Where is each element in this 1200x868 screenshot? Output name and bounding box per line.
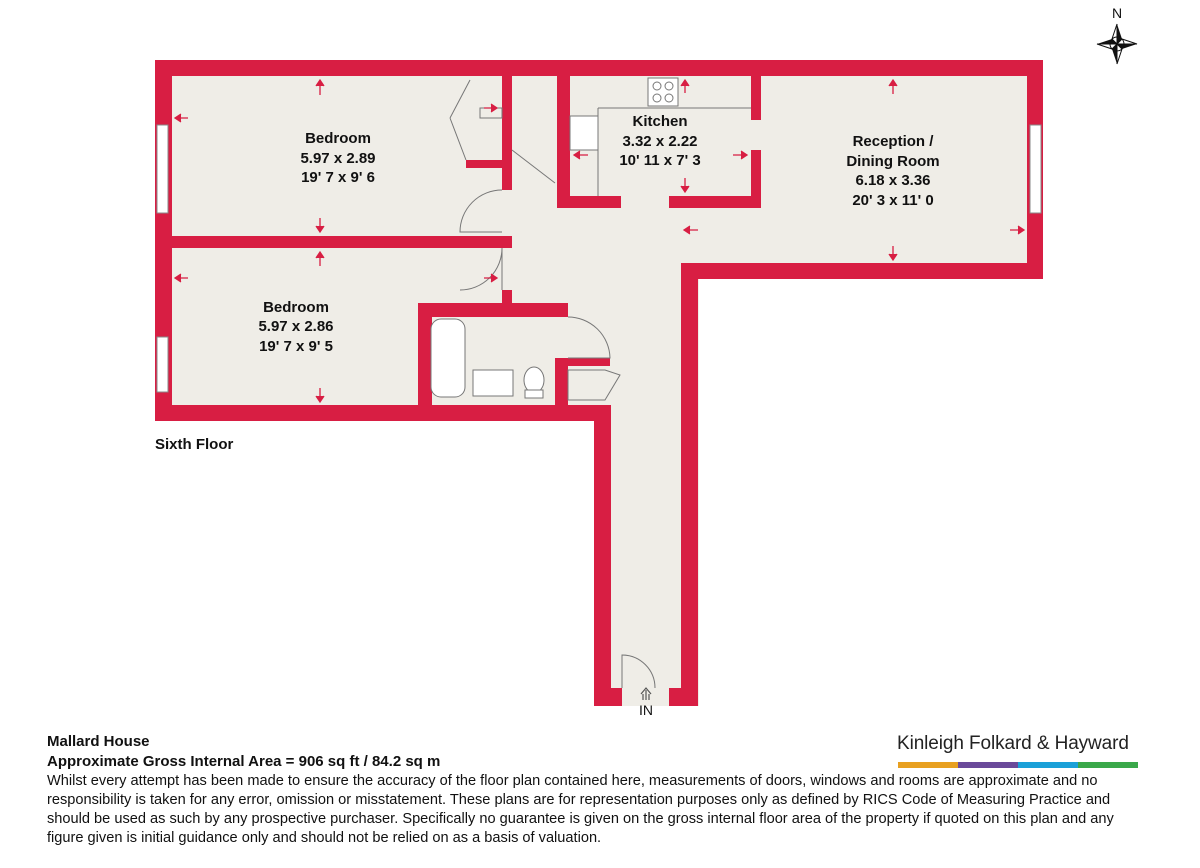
room-name: Bedroom [305,130,371,147]
room-bedroom-1 [300,130,375,186]
property-name: Mallard House [47,733,150,750]
bedroom1-window [157,125,168,213]
room-name-line1: Reception / [852,133,934,150]
compass-icon [1097,24,1137,64]
room-metric: 5.97 x 2.89 [300,150,376,167]
room-imperial: 19' 7 x 9' 5 [259,338,333,355]
room-imperial: 10' 11 x 7' 3 [619,152,701,169]
room-metric: 3.32 x 2.22 [622,133,698,150]
reception-window [1030,125,1041,213]
room-name: Kitchen [632,113,688,130]
bedroom2-window [157,337,168,392]
room-metric: 5.97 x 2.86 [258,318,334,335]
brand-bar-segment [1018,762,1078,768]
room-name-line2: Dining Room [846,153,940,170]
compass-north-label: N [1111,5,1123,21]
brand-bar-segment [958,762,1018,768]
toilet-icon [524,367,544,393]
gross-area: Approximate Gross Internal Area = 906 sq ft / 84.2 sq m [47,753,441,770]
brand-logo: Kinleigh Folkard & Hayward [897,733,1129,754]
floor-label: Sixth Floor [155,436,234,453]
hob-icon [648,78,678,106]
brand-color-bar [898,762,1138,768]
room-bedroom-2 [258,299,333,355]
brand-bar-segment [1078,762,1138,768]
basin-icon [473,370,513,396]
entrance-label: IN [639,702,653,718]
bathtub-icon [431,319,465,397]
brand-bar-segment [898,762,958,768]
sink-icon [570,116,598,150]
room-imperial: 19' 7 x 9' 6 [301,169,375,186]
room-metric: 6.18 x 3.36 [855,172,931,189]
room-name: Bedroom [263,299,329,316]
disclaimer: Whilst every attempt has been made to ensure the accuracy of the floor plan contained here, measurements of doors, windows and rooms are approximate and no responsibility is taken for any error, omission or misstatement. These plans are for representation purposes only as defined by RICS Code of Measuring Practice and should be used as such by any prospective purchaser. Specifically no guarantee is given on the gross internal floor area of the property if quoted on this plan and any figure given is initial guidance only and should not be relied on as a basis of valuation. [47,773,1114,846]
room-imperial: 20' 3 x 11' 0 [852,192,934,209]
